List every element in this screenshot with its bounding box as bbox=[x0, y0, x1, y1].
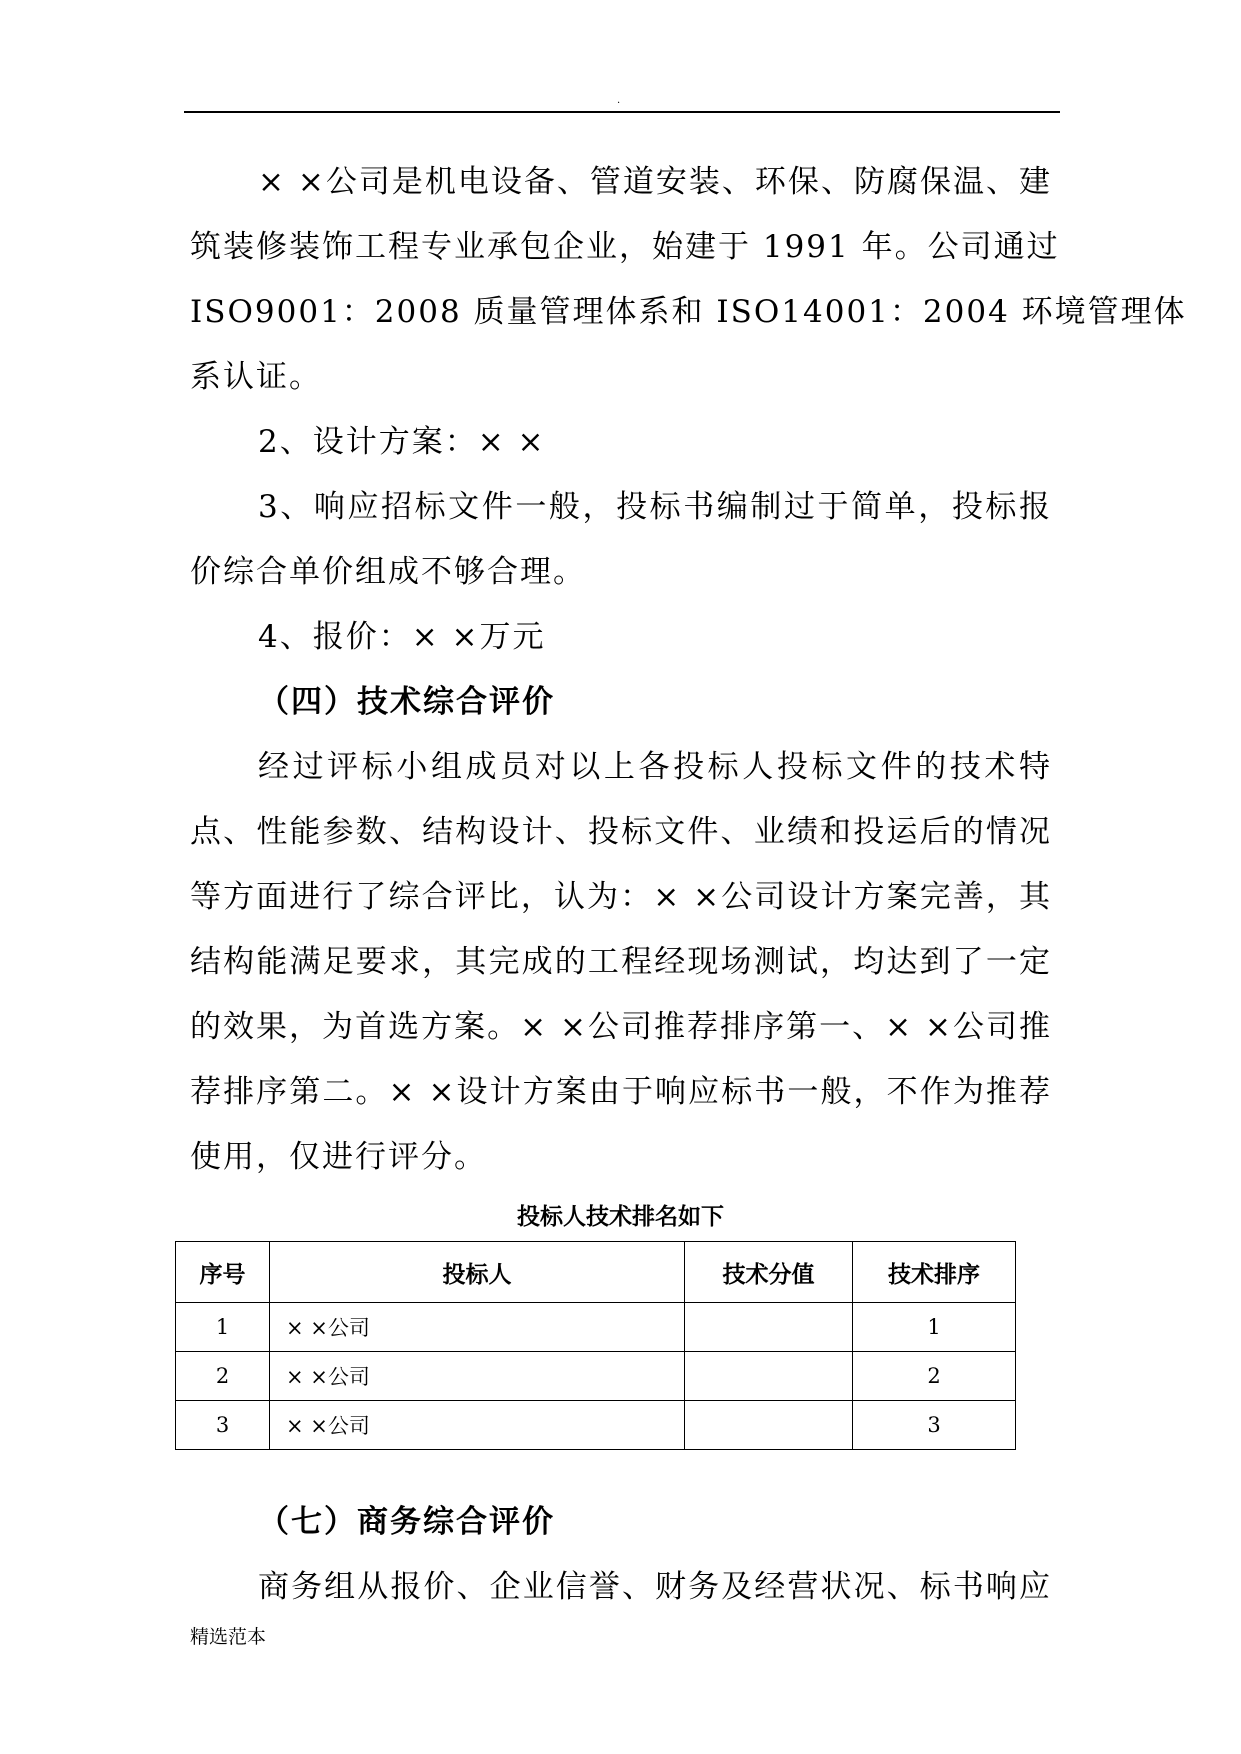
paragraph-line: 等方面进行了综合评比，认为：× ×公司设计方案完善，其 bbox=[190, 879, 1052, 915]
cell-rank: 2 bbox=[853, 1352, 1016, 1401]
paragraph-line: 3、响应招标文件一般，投标书编制过于简单，投标报 bbox=[258, 489, 1052, 525]
item-response bbox=[190, 475, 1052, 605]
technical-ranking-table bbox=[175, 1241, 1016, 1450]
cell-index: 3 bbox=[176, 1401, 270, 1450]
paragraph-line: 点、性能参数、结构设计、投标文件、业绩和投运后的情况 bbox=[190, 814, 1052, 850]
cell-rank: 3 bbox=[853, 1401, 1016, 1450]
paragraph-line: 商务组从报价、企业信誉、财务及经营状况、标书响应 bbox=[258, 1569, 1052, 1605]
header-rule bbox=[184, 111, 1060, 113]
company-intro-paragraph bbox=[190, 150, 1187, 410]
footer-text: 精选范本 bbox=[190, 1626, 267, 1648]
paragraph-line: 使用，仅进行评分。 bbox=[190, 1139, 487, 1175]
section-heading-technical: （四）技术综合评价 bbox=[258, 684, 555, 720]
technical-evaluation-paragraph bbox=[190, 735, 1052, 1190]
table-row bbox=[176, 1352, 1016, 1401]
item-design-plan bbox=[190, 410, 1052, 475]
cell-score bbox=[685, 1401, 853, 1450]
cell-rank: 1 bbox=[853, 1303, 1016, 1352]
paragraph-line: × ×公司是机电设备、管道安装、环保、防腐保温、建 bbox=[258, 164, 1052, 200]
section-heading-business: （七）商务综合评价 bbox=[258, 1504, 555, 1540]
paragraph-line: ISO9001：2008 质量管理体系和 ISO14001：2004 环境管理体 bbox=[190, 294, 1187, 330]
cell-index: 1 bbox=[176, 1303, 270, 1352]
col-header-index: 序号 bbox=[176, 1242, 270, 1303]
table-caption: 投标人技术排名如下 bbox=[517, 1204, 724, 1230]
paragraph-line: 结构能满足要求，其完成的工程经现场测试，均达到了一定 bbox=[190, 944, 1052, 980]
paragraph-line: 荐排序第二。× ×设计方案由于响应标书一般，不作为推荐 bbox=[190, 1074, 1052, 1110]
cell-score bbox=[685, 1352, 853, 1401]
col-header-bidder: 投标人 bbox=[270, 1242, 685, 1303]
paragraph-line: 4、报价：× ×万元 bbox=[258, 619, 546, 655]
col-header-rank: 技术排序 bbox=[853, 1242, 1016, 1303]
cell-bidder: × ×公司 bbox=[270, 1401, 685, 1450]
header-mark: . bbox=[617, 95, 621, 106]
paragraph-line: 2、设计方案：× × bbox=[258, 424, 546, 460]
cell-index: 2 bbox=[176, 1352, 270, 1401]
business-evaluation-paragraph bbox=[190, 1555, 1052, 1620]
paragraph-line: 价综合单价组成不够合理。 bbox=[190, 554, 586, 590]
paragraph-line: 经过评标小组成员对以上各投标人投标文件的技术特 bbox=[258, 749, 1052, 785]
item-price bbox=[190, 605, 1052, 670]
cell-bidder: × ×公司 bbox=[270, 1352, 685, 1401]
paragraph-line: 系认证。 bbox=[190, 359, 322, 395]
cell-bidder: × ×公司 bbox=[270, 1303, 685, 1352]
paragraph-line: 的效果，为首选方案。× ×公司推荐排序第一、× ×公司推 bbox=[190, 1009, 1052, 1045]
table-row bbox=[176, 1303, 1016, 1352]
col-header-score: 技术分值 bbox=[685, 1242, 853, 1303]
table-header-row bbox=[176, 1242, 1016, 1303]
table-row bbox=[176, 1401, 1016, 1450]
cell-score bbox=[685, 1303, 853, 1352]
paragraph-line: 筑装修装饰工程专业承包企业，始建于 1991 年。公司通过 bbox=[190, 229, 1060, 265]
